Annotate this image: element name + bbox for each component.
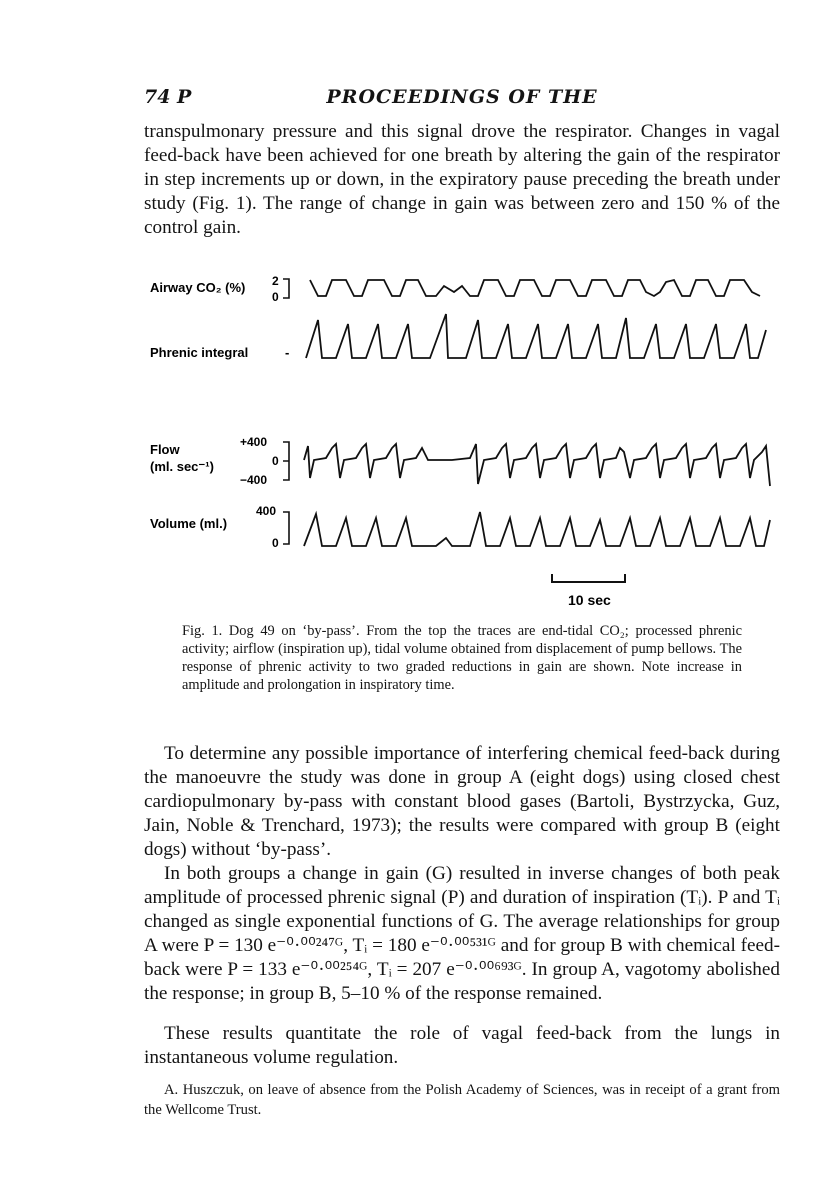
co2-trace: [310, 280, 760, 296]
co2-scale-bracket: [283, 279, 289, 298]
figure-caption: Fig. 1. Dog 49 on ‘by-pass’. From the top the traces are end-tidal CO₂; processed phrenic activity; airflow (inspiration up), tidal volume obtained from displacement of pump bellows. The response of phrenic activity to two graded reductions in gain are shown. Note increase in amplitude and prolongation in inspiratory time.: [182, 623, 742, 693]
flow-trace: [304, 444, 770, 486]
figure-1: [140, 262, 780, 622]
co2-scale-bottom: 0: [272, 290, 279, 304]
paragraph-1: transpulmonary pressure and this signal drove the respirator. Changes in vagal feed-back have been achieved for one breath by altering the gain of the respirator in step increments up or down, in the expiratory pause preceding the breath under study (Fig. 1). The range of change in gain was between zero and 150 % of the control gain.: [144, 121, 780, 238]
volume-scale-top: 400: [256, 504, 277, 518]
co2-scale-top: 2: [272, 274, 279, 288]
phrenic-label: Phrenic integral: [150, 345, 249, 360]
page-header: [144, 86, 780, 112]
paragraph-2: To determine any possible importance of interfering chemical feed-back during the manoeuvre the study was done in group A (eight dogs) using closed chest cardiopulmonary by-pass with constant blood gases (Bartoli, Bystrzycka, Guz, Jain, Noble & Trenchard, 1973); the results were compared with group B (eight dogs) without ‘by-pass’.: [144, 743, 780, 860]
volume-scale-bracket: [283, 512, 289, 544]
flow-scale-bracket: [283, 442, 289, 480]
flow-scale-bottom: −400: [240, 473, 268, 487]
paragraph-3: In both groups a change in gain (G) resulted in inverse changes of both peak amplitude of processed phrenic signal (P) and duration of inspiration (Tᵢ). P and Tᵢ changed as single exponential functions of G. The average relationships for group A were P = 130 e⁻⁰·⁰⁰²⁴⁷ᴳ, Tᵢ = 180 e⁻⁰·⁰⁰⁵³¹ᴳ and for group B with chemical feed-back were P = 133 e⁻⁰·⁰⁰²⁵⁴ᴳ, Tᵢ = 207 e⁻⁰·⁰⁰⁶⁹³ᴳ. In group A, vagotomy abolished the response; in group B, 5–10 % of the response remained.: [144, 863, 780, 1004]
paragraph-4: These results quantitate the role of vagal feed-back from the lungs in instantaneous volume regulation.: [144, 1023, 780, 1068]
figure-traces: [140, 262, 780, 622]
page-number: 74 P: [144, 86, 192, 108]
phrenic-scale-mark: -: [285, 345, 290, 360]
flow-scale-mid: 0: [272, 454, 279, 468]
flow-scale-top: +400: [240, 435, 268, 449]
footnote: A. Huszczuk, on leave of absence from the Polish Academy of Sciences, was in receipt of a grant from the Wellcome Trust.: [144, 1082, 780, 1118]
flow-label-line2: (ml. sec⁻¹): [150, 459, 214, 474]
volume-trace: [304, 512, 770, 546]
volume-label: Volume (ml.): [150, 516, 228, 531]
co2-label: Airway CO₂ (%): [150, 280, 246, 295]
volume-scale-bottom: 0: [272, 536, 279, 550]
phrenic-trace: [306, 314, 766, 358]
time-scale-bar: [552, 574, 625, 582]
flow-label-line1: Flow: [150, 442, 180, 457]
time-scale-label: 10 sec: [568, 592, 611, 608]
running-title: PROCEEDINGS OF THE: [326, 86, 598, 108]
